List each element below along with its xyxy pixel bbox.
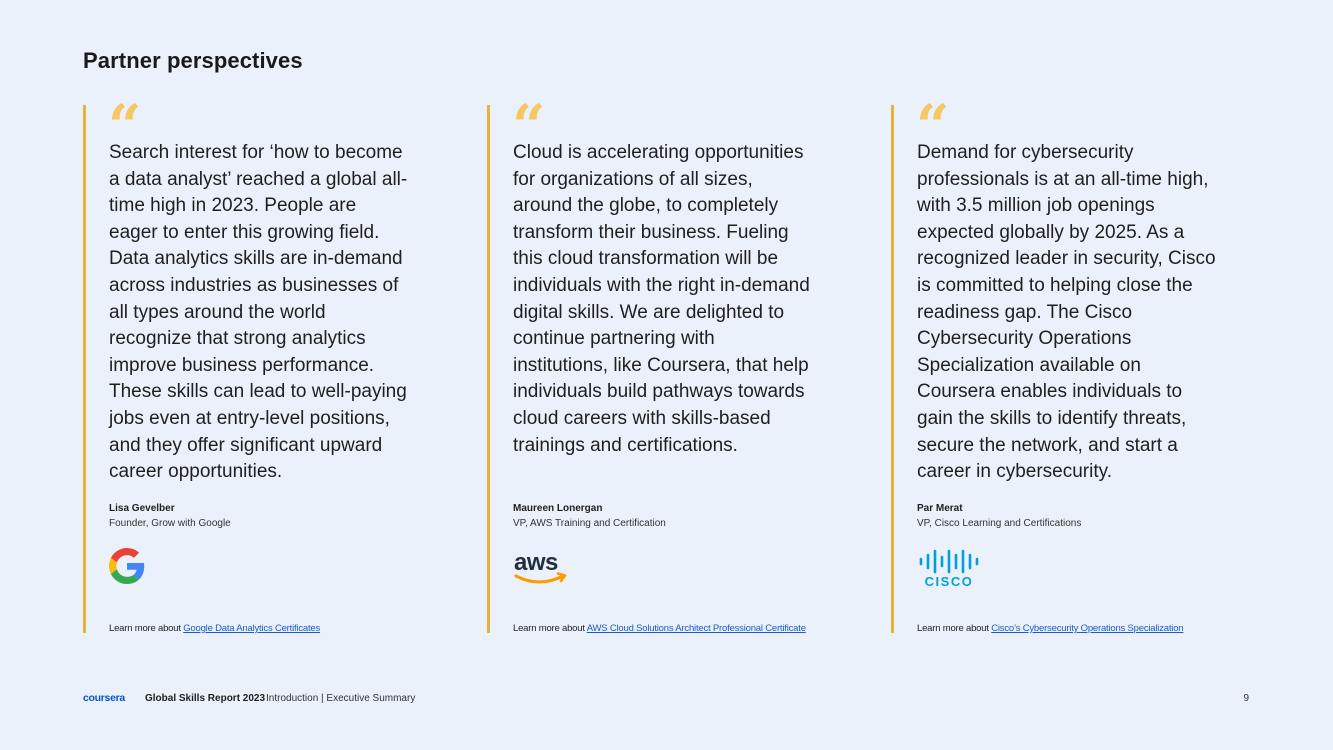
aws-certificate-link[interactable]: AWS Cloud Solutions Architect Professional Certificate (586, 623, 806, 634)
person-title: Founder, Grow with Google (109, 518, 231, 529)
quote-mark-icon: “ (512, 92, 546, 160)
cisco-logo-icon (917, 548, 981, 593)
cisco-specialization-link[interactable]: Cisco’s Cybersecurity Operations Specialization (991, 623, 1184, 634)
person-title: VP, AWS Training and Certification (513, 518, 666, 529)
page-title: Partner perspectives (83, 48, 303, 73)
quote-text: Search interest for ‘how to become a data analyst’ reached a global all-time high in 2023. People are eager to enter this growing field. Data analytics skills are in-demand across industries as businesses of all types around the world recognize that strong analytics improve business performance. These skills can lead to well-paying jobs even at entry-level positions, and they offer significant upward career opportunities. (109, 142, 408, 483)
quote-text: Demand for cybersecurity professionals is at an all-time high, with 3.5 million job openings expected globally by 2025. As a recognized leader in security, Cisco is committed to helping close the readiness gap. The Cisco Cybersecurity Operations Specialization available on Coursera enables individuals to gain the skills to identify threats, secure the network, and start a career in cybersecurity. (917, 142, 1216, 483)
partner-card-google (83, 92, 408, 634)
learn-more-text (917, 623, 1183, 634)
coursera-logo: coursera (83, 692, 125, 704)
learn-more-prefix: Learn more about (513, 623, 587, 634)
quote-mark-icon: “ (916, 92, 950, 160)
learn-more-prefix: Learn more about (109, 623, 184, 634)
person-title: VP, Cisco Learning and Certifications (917, 518, 1082, 529)
google-logo-icon (109, 548, 145, 589)
person-name: Maureen Lonergan (513, 503, 603, 514)
learn-more-prefix: Learn more about (917, 623, 992, 634)
partner-card-cisco (891, 92, 1216, 634)
cisco-logo-text: CISCO (924, 574, 974, 588)
google-certificate-link[interactable]: Google Data Analytics Certificates (183, 623, 321, 634)
partner-card-aws (487, 92, 810, 634)
page-footer (83, 693, 1253, 707)
section-breadcrumb: Introduction | Executive Summary (266, 693, 416, 704)
page-number: 9 (1243, 693, 1249, 704)
person-name: Par Merat (917, 503, 963, 514)
learn-more-text (109, 623, 320, 634)
aws-logo-icon (513, 548, 569, 593)
learn-more-text (513, 623, 806, 634)
aws-logo-text: aws (514, 549, 558, 576)
report-title: Global Skills Report 2023 (145, 693, 266, 704)
quote-mark-icon: “ (108, 92, 142, 160)
person-name: Lisa Gevelber (109, 503, 175, 514)
partner-quotes (83, 92, 1263, 635)
quote-text: Cloud is accelerating opportunities for organizations of all sizes, around the globe, to completely transform their business. Fueling this cloud transformation will be individuals with the right in-demand digital skills. We are delighted to continue partnering with institutions, like Coursera, that help individuals build pathways towards cloud careers with skills-based trainings and certifications. (513, 142, 810, 456)
